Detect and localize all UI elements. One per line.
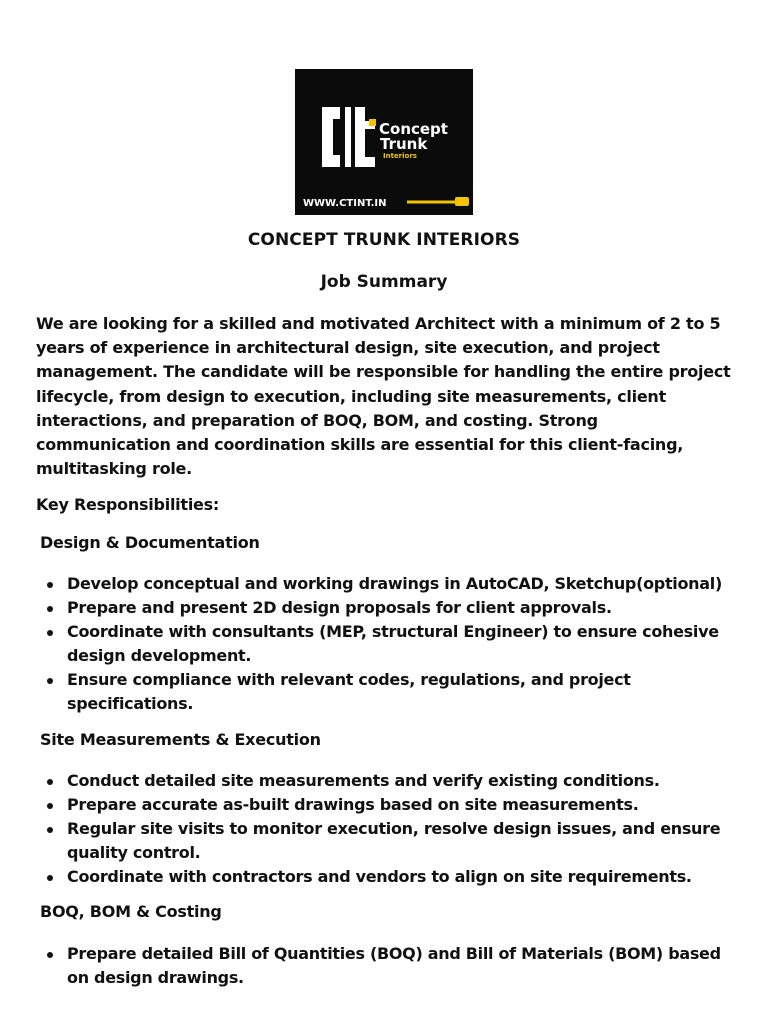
- list-item-text: Ensure compliance with relevant codes, regulations, and project specifications.: [67, 670, 631, 713]
- list-item-text: Prepare detailed Bill of Quantities (BOQ) and Bill of Materials (BOM) based on design drawings.: [67, 944, 721, 987]
- section-title-boq-bom-costing: BOQ, BOM & Costing: [40, 902, 222, 921]
- page-title: Job Summary: [320, 272, 448, 292]
- list-item: [40, 769, 730, 793]
- list-item: [40, 668, 730, 716]
- bullet-icon: [47, 606, 53, 612]
- bullet-icon: [47, 952, 53, 958]
- list-item-text: Prepare and present 2D design proposals for client approvals.: [67, 598, 612, 617]
- bullet-icon: [47, 779, 53, 785]
- logo-word-trunk: Trunk: [380, 135, 428, 153]
- section-list-design-documentation: [40, 572, 730, 716]
- bullet-icon: [47, 630, 53, 636]
- list-item-text: Coordinate with contractors and vendors to align on site requirements.: [67, 867, 692, 886]
- logo-word-interiors: Interiors: [383, 152, 417, 160]
- logo-c-bar: [345, 107, 351, 167]
- list-item-text: Conduct detailed site measurements and verify existing conditions.: [67, 771, 660, 790]
- logo-t-shape: [355, 107, 375, 167]
- logo-url: WWW.CTINT.IN: [303, 198, 387, 209]
- logo-word-concept: Concept: [379, 120, 448, 138]
- list-item: [40, 620, 730, 668]
- bullet-icon: [47, 678, 53, 684]
- list-item: [40, 793, 730, 817]
- job-summary-paragraph: We are looking for a skilled and motivated Architect with a minimum of 2 to 5 years of experience in architectural design, site execution, and project management. The candidate will be responsible for handling the entire project lifecycle, from design to execution, including site measurements, client interactions, and preparation of BOQ, BOM, and costing. Strong communication and coordination skills are essential for this client-facing, multitasking role.: [36, 314, 731, 479]
- list-item: [40, 865, 730, 889]
- bullet-icon: [47, 827, 53, 833]
- list-item: [40, 572, 730, 596]
- bullet-icon: [47, 875, 53, 881]
- logo-graphic: [295, 69, 473, 215]
- bullet-icon: [47, 582, 53, 588]
- section-list-boq-bom-costing: [40, 942, 730, 990]
- list-item: [40, 942, 730, 990]
- list-item-text: Prepare accurate as-built drawings based on site measurements.: [67, 795, 639, 814]
- list-item-text: Coordinate with consultants (MEP, structural Engineer) to ensure cohesive design development.: [67, 622, 719, 665]
- bullet-icon: [47, 803, 53, 809]
- section-title-design-documentation: Design & Documentation: [40, 533, 260, 552]
- key-responsibilities-label: Key Responsibilities:: [36, 495, 220, 514]
- list-item: [40, 596, 730, 620]
- logo-c-shape: [322, 107, 340, 167]
- list-item: [40, 817, 730, 865]
- section-list-site-measurements: [40, 769, 730, 889]
- list-item-text: Regular site visits to monitor execution, resolve design issues, and ensure quality control.: [67, 819, 721, 862]
- company-name: CONCEPT TRUNK INTERIORS: [247, 230, 521, 250]
- section-title-site-measurements: Site Measurements & Execution: [40, 730, 321, 749]
- logo-accent-square: [369, 119, 376, 126]
- logo-underline-tip: [455, 197, 469, 206]
- company-logo: [295, 69, 473, 215]
- list-item-text: Develop conceptual and working drawings in AutoCAD, Sketchup(optional): [67, 574, 722, 593]
